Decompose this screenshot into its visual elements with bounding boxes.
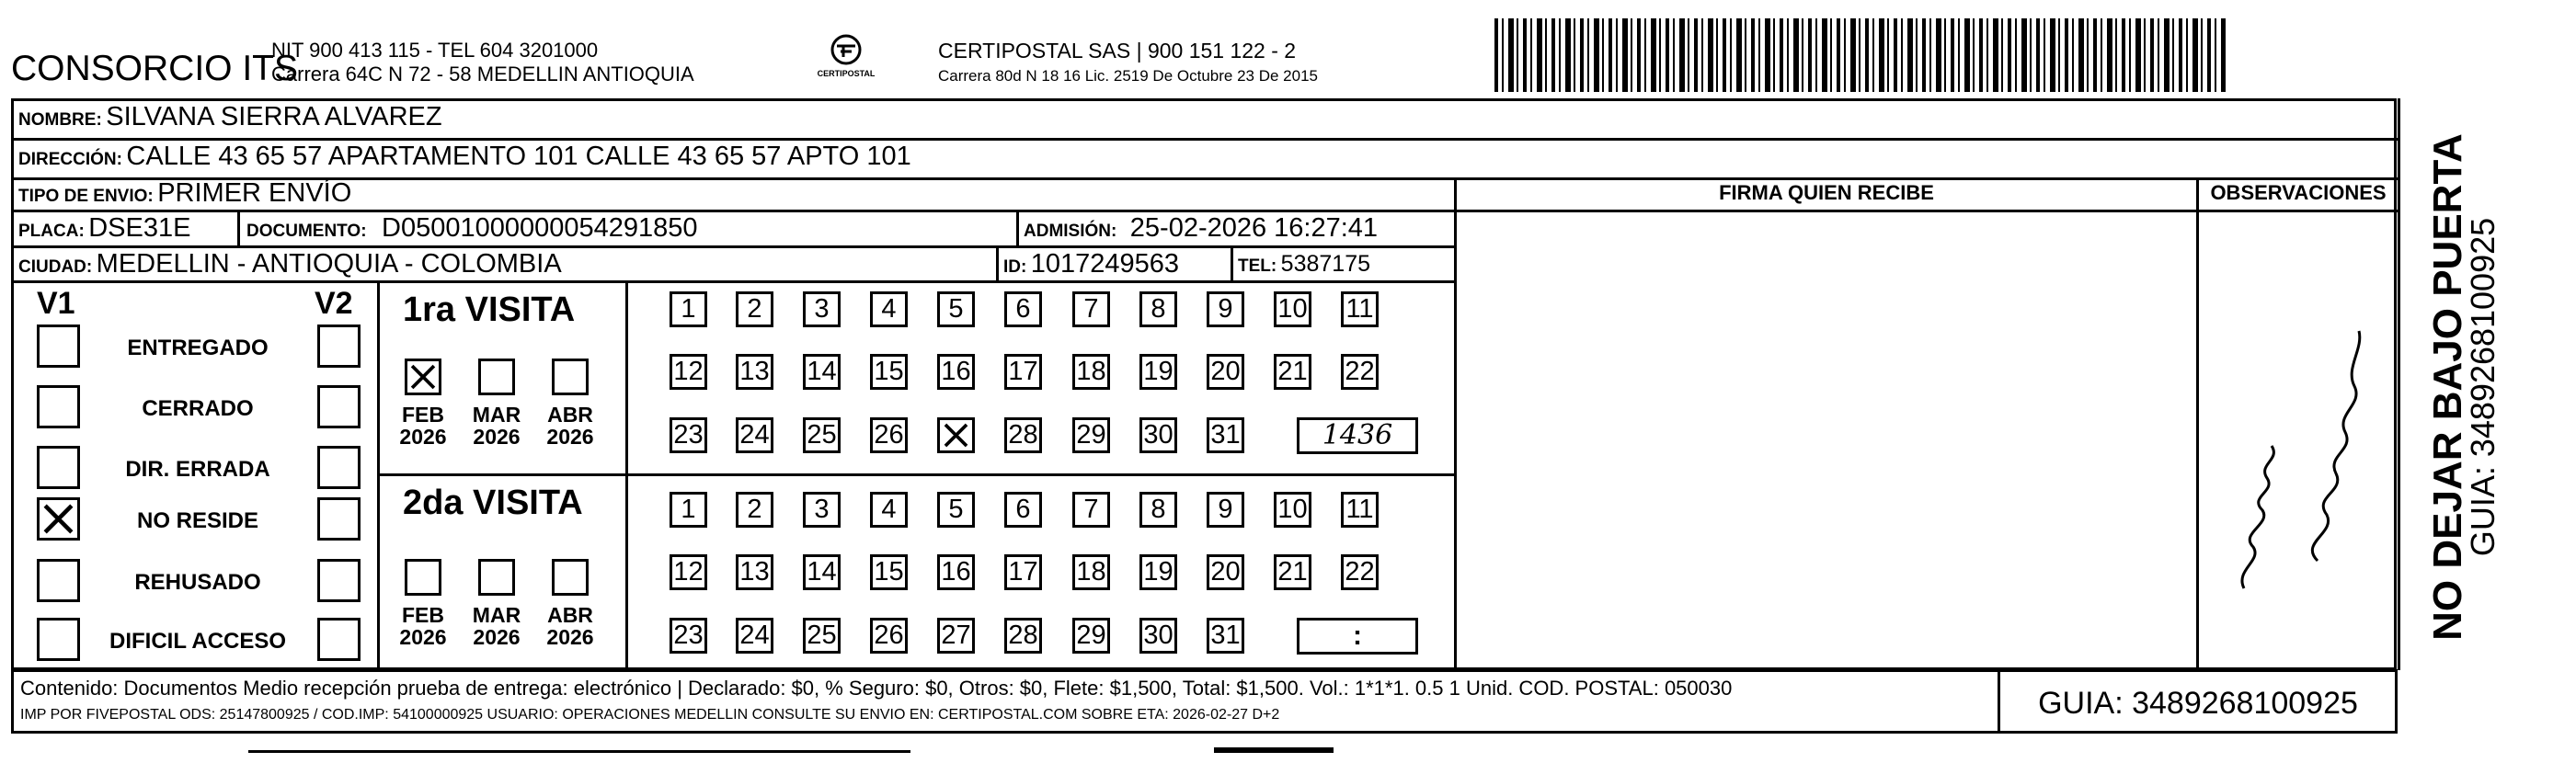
visit1-title: 1ra VISITA: [403, 290, 576, 329]
signature-label: FIRMA QUIEN RECIBE: [1719, 181, 1934, 204]
day-box[interactable]: [1139, 492, 1177, 528]
day-box[interactable]: [1207, 417, 1244, 453]
day-box[interactable]: [803, 618, 841, 654]
day-box[interactable]: [1274, 291, 1311, 327]
month-checkbox[interactable]: [478, 359, 515, 395]
time-box[interactable]: [1297, 417, 1418, 454]
day-box[interactable]: [670, 354, 707, 390]
day-number: 29: [1076, 621, 1106, 650]
day-box[interactable]: [1004, 492, 1042, 528]
day-number: 16: [941, 557, 971, 586]
observations-label: OBSERVACIONES: [2210, 181, 2387, 204]
document-label: DOCUMENTO:: [246, 222, 367, 241]
month-checkbox[interactable]: [552, 559, 589, 596]
handwritten-observation-icon: [2226, 294, 2382, 607]
day-box[interactable]: [937, 554, 975, 590]
day-number: 6: [1015, 495, 1031, 524]
month-checkbox[interactable]: [405, 359, 441, 395]
footer-print-info: IMP POR FIVEPOSTAL ODS: 25147800925 / COD.IMP: 54100000925 USUARIO: OPERACIONES MEDELLIN CONSULTE SU ENVIO EN: CERTIPOSTAL.COM SOBRE ETA: 2026-02-27 D+2: [20, 707, 1280, 723]
company-nit: NIT 900 413 115 - TEL 604 3201000: [271, 39, 599, 62]
id-row: [1003, 251, 1179, 278]
shipping-value: PRIMER ENVÍO: [157, 178, 352, 208]
day-box[interactable]: [670, 554, 707, 590]
document-row: [246, 215, 698, 242]
day-box[interactable]: [870, 618, 908, 654]
day-box[interactable]: [1341, 291, 1379, 327]
day-number: 5: [948, 495, 964, 524]
day-number: 27: [941, 621, 971, 650]
day-box[interactable]: [670, 618, 707, 654]
day-number: 22: [1345, 557, 1375, 586]
address-row: [18, 143, 911, 170]
day-number: 13: [739, 357, 770, 386]
admission-row: [1024, 215, 1378, 242]
day-box[interactable]: [736, 354, 773, 390]
divider-admission: [1016, 210, 1019, 246]
day-number: 3: [814, 294, 830, 324]
logo-text: CERTIPOSTAL: [817, 69, 876, 78]
barcode: [1494, 18, 2226, 92]
status-v1-checkbox[interactable]: [37, 497, 80, 541]
day-number: 23: [673, 621, 704, 650]
v1-label: V1: [37, 286, 75, 321]
day-box[interactable]: [870, 417, 908, 453]
day-number: 10: [1277, 294, 1308, 324]
check-x-icon: [407, 361, 439, 393]
day-box[interactable]: [736, 492, 773, 528]
day-box[interactable]: [1004, 618, 1042, 654]
admission-label: ADMISIÓN:: [1024, 222, 1117, 241]
day-box[interactable]: [803, 492, 841, 528]
day-number: 10: [1277, 495, 1308, 524]
day-number: 18: [1076, 357, 1106, 386]
month-checkbox[interactable]: [552, 359, 589, 395]
plate-value: DSE31E: [88, 213, 191, 243]
day-box[interactable]: [1004, 354, 1042, 390]
day-number: 30: [1143, 621, 1174, 650]
day-number: 21: [1277, 557, 1308, 586]
id-value: 1017249563: [1030, 249, 1180, 279]
v2-label: V2: [315, 286, 353, 321]
day-number: 26: [874, 621, 904, 650]
status-label: ENTREGADO: [127, 336, 269, 360]
row-line-5: [11, 280, 1457, 283]
day-box[interactable]: [803, 291, 841, 327]
day-box[interactable]: [1207, 492, 1244, 528]
day-box[interactable]: [736, 417, 773, 453]
carrier-name: CERTIPOSTAL SAS | 900 151 122 - 2: [938, 39, 1297, 63]
divider-plate: [237, 210, 240, 246]
day-box[interactable]: [937, 354, 975, 390]
day-box[interactable]: [1207, 291, 1244, 327]
month-label: ABR 2026: [546, 403, 594, 450]
time-placeholder: :: [1353, 621, 1362, 651]
plate-label: PLACA:: [18, 222, 85, 241]
day-number: 28: [1008, 420, 1038, 450]
certipostal-logo-icon: [809, 33, 883, 86]
status-v2-checkbox[interactable]: [317, 559, 361, 602]
day-number: 15: [874, 357, 904, 386]
day-number: 17: [1008, 357, 1038, 386]
day-box[interactable]: [1004, 417, 1042, 453]
day-box[interactable]: [803, 354, 841, 390]
address-value: CALLE 43 65 57 APARTAMENTO 101 CALLE 43 65 57 APTO 101: [126, 142, 911, 171]
day-number: 22: [1345, 357, 1375, 386]
day-number: 4: [881, 495, 897, 524]
day-number: 2: [747, 294, 762, 324]
month-checkbox[interactable]: [405, 559, 441, 596]
carrier-license: Carrera 80d N 18 16 Lic. 2519 De Octubre 23 De 2015: [938, 67, 1318, 85]
admission-value: 25-02-2026 16:27:41: [1129, 213, 1379, 243]
day-box[interactable]: [937, 492, 975, 528]
day-box[interactable]: [1072, 618, 1110, 654]
day-box[interactable]: [937, 618, 975, 654]
day-number: 15: [874, 557, 904, 586]
day-number: 29: [1076, 420, 1106, 450]
check-x-icon: [40, 500, 77, 538]
name-label: NOMBRE:: [18, 110, 102, 130]
status-label: CERRADO: [142, 396, 254, 421]
handwritten-time: 1436: [1322, 419, 1393, 451]
side-warning: NO DEJAR BAJO PUERTA: [2425, 133, 2470, 641]
certipostal-logo: [809, 33, 883, 86]
day-box[interactable]: [1274, 554, 1311, 590]
day-box[interactable]: [1139, 354, 1177, 390]
divider-id: [996, 245, 999, 282]
day-number: 28: [1008, 621, 1038, 650]
divider-visits: [377, 473, 1457, 476]
day-box[interactable]: [1139, 417, 1177, 453]
tel-value: 5387175: [1280, 251, 1370, 277]
day-box[interactable]: [670, 417, 707, 453]
day-number: 5: [948, 294, 964, 324]
day-number: 20: [1210, 557, 1241, 586]
day-number: 14: [807, 357, 837, 386]
day-number: 1: [681, 495, 696, 524]
day-box[interactable]: [736, 618, 773, 654]
check-x-icon: [940, 420, 972, 450]
day-box[interactable]: [870, 354, 908, 390]
status-v2-checkbox[interactable]: [317, 618, 361, 661]
side-guia: GUIA: 3489268100925: [2464, 217, 2502, 557]
day-number: 16: [941, 357, 971, 386]
bottom-cut-line-2: [1214, 747, 1334, 753]
day-box[interactable]: [736, 291, 773, 327]
day-number: 31: [1210, 621, 1241, 650]
day-number: 25: [807, 420, 837, 450]
city-label: CIUDAD:: [18, 257, 93, 277]
day-box[interactable]: [803, 417, 841, 453]
day-number: 21: [1277, 357, 1308, 386]
day-number: 4: [881, 294, 897, 324]
company-name: CONSORCIO ITS: [11, 49, 299, 88]
row-line-3: [11, 210, 2398, 212]
bottom-cut-line-1: [248, 750, 910, 753]
day-box[interactable]: [1274, 354, 1311, 390]
day-number: 30: [1143, 420, 1174, 450]
day-number: 7: [1083, 294, 1099, 324]
day-number: 2: [747, 495, 762, 524]
status-v1-checkbox[interactable]: [37, 559, 80, 602]
row-line-1: [11, 138, 2398, 141]
day-number: 14: [807, 557, 837, 586]
day-box[interactable]: [870, 291, 908, 327]
day-number: 19: [1143, 357, 1174, 386]
day-box[interactable]: [1207, 554, 1244, 590]
shipping-row: [18, 180, 351, 207]
day-box[interactable]: [1072, 492, 1110, 528]
divider-observations: [2196, 177, 2199, 670]
id-label: ID:: [1003, 257, 1027, 277]
tel-label: TEL:: [1238, 256, 1277, 276]
city-value: MEDELLIN - ANTIOQUIA - COLOMBIA: [96, 249, 562, 279]
address-label: DIRECCIÓN:: [18, 150, 122, 169]
day-box[interactable]: [937, 417, 975, 453]
day-box[interactable]: [1274, 492, 1311, 528]
row-line-4: [11, 245, 1457, 248]
status-v2-checkbox[interactable]: [317, 385, 361, 428]
day-box[interactable]: [1341, 554, 1379, 590]
time-box[interactable]: [1297, 618, 1418, 655]
day-number: 12: [673, 357, 704, 386]
tel-row: [1238, 253, 1370, 276]
status-label: DIR. ERRADA: [125, 457, 270, 482]
day-number: 24: [739, 621, 770, 650]
day-box[interactable]: [1072, 417, 1110, 453]
month-label: FEB 2026: [399, 603, 447, 650]
day-box[interactable]: [937, 291, 975, 327]
status-v2-checkbox[interactable]: [317, 446, 361, 489]
day-box[interactable]: [1139, 618, 1177, 654]
day-box[interactable]: [736, 554, 773, 590]
shipping-label: TIPO DE ENVIO:: [18, 187, 154, 206]
day-box[interactable]: [670, 492, 707, 528]
day-box[interactable]: [1072, 554, 1110, 590]
divider-left-block: [1454, 177, 1457, 670]
day-number: 3: [814, 495, 830, 524]
status-v2-checkbox[interactable]: [317, 325, 361, 368]
day-box[interactable]: [1341, 492, 1379, 528]
status-v1-checkbox[interactable]: [37, 325, 80, 368]
day-number: 1: [681, 294, 696, 324]
day-number: 8: [1151, 495, 1166, 524]
day-number: 19: [1143, 557, 1174, 586]
side-panel: [2400, 98, 2502, 670]
footer-content: Contenido: Documentos Medio recepción prueba de entrega: electrónico | Declarado: $0, % Seguro: $0, Otros: $0, Flete: $1,500, Total: $1,500. Vol.: 1*1*1. 0.5 1 Unid. COD. POSTAL: 050030: [20, 677, 1733, 700]
row-line-2: [11, 177, 2398, 180]
status-v1-checkbox[interactable]: [37, 446, 80, 489]
day-number: 18: [1076, 557, 1106, 586]
status-v1-checkbox[interactable]: [37, 385, 80, 428]
day-number: 7: [1083, 495, 1099, 524]
day-number: 8: [1151, 294, 1166, 324]
divider-tel: [1231, 245, 1233, 282]
status-label: NO RESIDE: [136, 508, 259, 533]
day-number: 6: [1015, 294, 1031, 324]
footer-guia: GUIA: 3489268100925: [2038, 686, 2358, 721]
day-number: 17: [1008, 557, 1038, 586]
day-box[interactable]: [870, 554, 908, 590]
day-box[interactable]: [803, 554, 841, 590]
day-box[interactable]: [1207, 618, 1244, 654]
day-box[interactable]: [1072, 354, 1110, 390]
month-label: ABR 2026: [546, 603, 594, 650]
city-row: [18, 251, 562, 278]
day-box[interactable]: [1341, 354, 1379, 390]
plate-row: [18, 215, 190, 242]
name-value: SILVANA SIERRA ALVAREZ: [106, 102, 442, 131]
day-number: 20: [1210, 357, 1241, 386]
status-v1-checkbox[interactable]: [37, 618, 80, 661]
day-number: 11: [1345, 495, 1374, 524]
day-box[interactable]: [1072, 291, 1110, 327]
day-number: 11: [1345, 294, 1374, 324]
name-row: [18, 104, 442, 131]
month-checkbox[interactable]: [478, 559, 515, 596]
day-number: 9: [1218, 294, 1233, 324]
status-label: DIFICIL ACCESO: [109, 629, 286, 654]
day-number: 12: [673, 557, 704, 586]
day-number: 25: [807, 621, 837, 650]
document-value: D05001000000054291850: [382, 213, 698, 243]
day-number: 24: [739, 420, 770, 450]
visit2-title: 2da VISITA: [403, 484, 583, 522]
day-number: 23: [673, 420, 704, 450]
day-box[interactable]: [1207, 354, 1244, 390]
day-box[interactable]: [870, 492, 908, 528]
footer-divider: [1998, 669, 2000, 734]
day-number: 31: [1210, 420, 1241, 450]
day-number: 13: [739, 557, 770, 586]
day-number: 26: [874, 420, 904, 450]
status-label: REHUSADO: [134, 570, 261, 595]
day-box[interactable]: [670, 291, 707, 327]
month-label: MAR 2026: [472, 603, 521, 650]
day-box[interactable]: [1004, 554, 1042, 590]
day-box[interactable]: [1139, 291, 1177, 327]
status-v2-checkbox[interactable]: [317, 497, 361, 541]
company-address: Carrera 64C N 72 - 58 MEDELLIN ANTIOQUIA: [271, 63, 694, 85]
day-box[interactable]: [1139, 554, 1177, 590]
month-label: FEB 2026: [399, 403, 447, 450]
day-box[interactable]: [1004, 291, 1042, 327]
month-label: MAR 2026: [472, 403, 521, 450]
day-number: 9: [1218, 495, 1233, 524]
